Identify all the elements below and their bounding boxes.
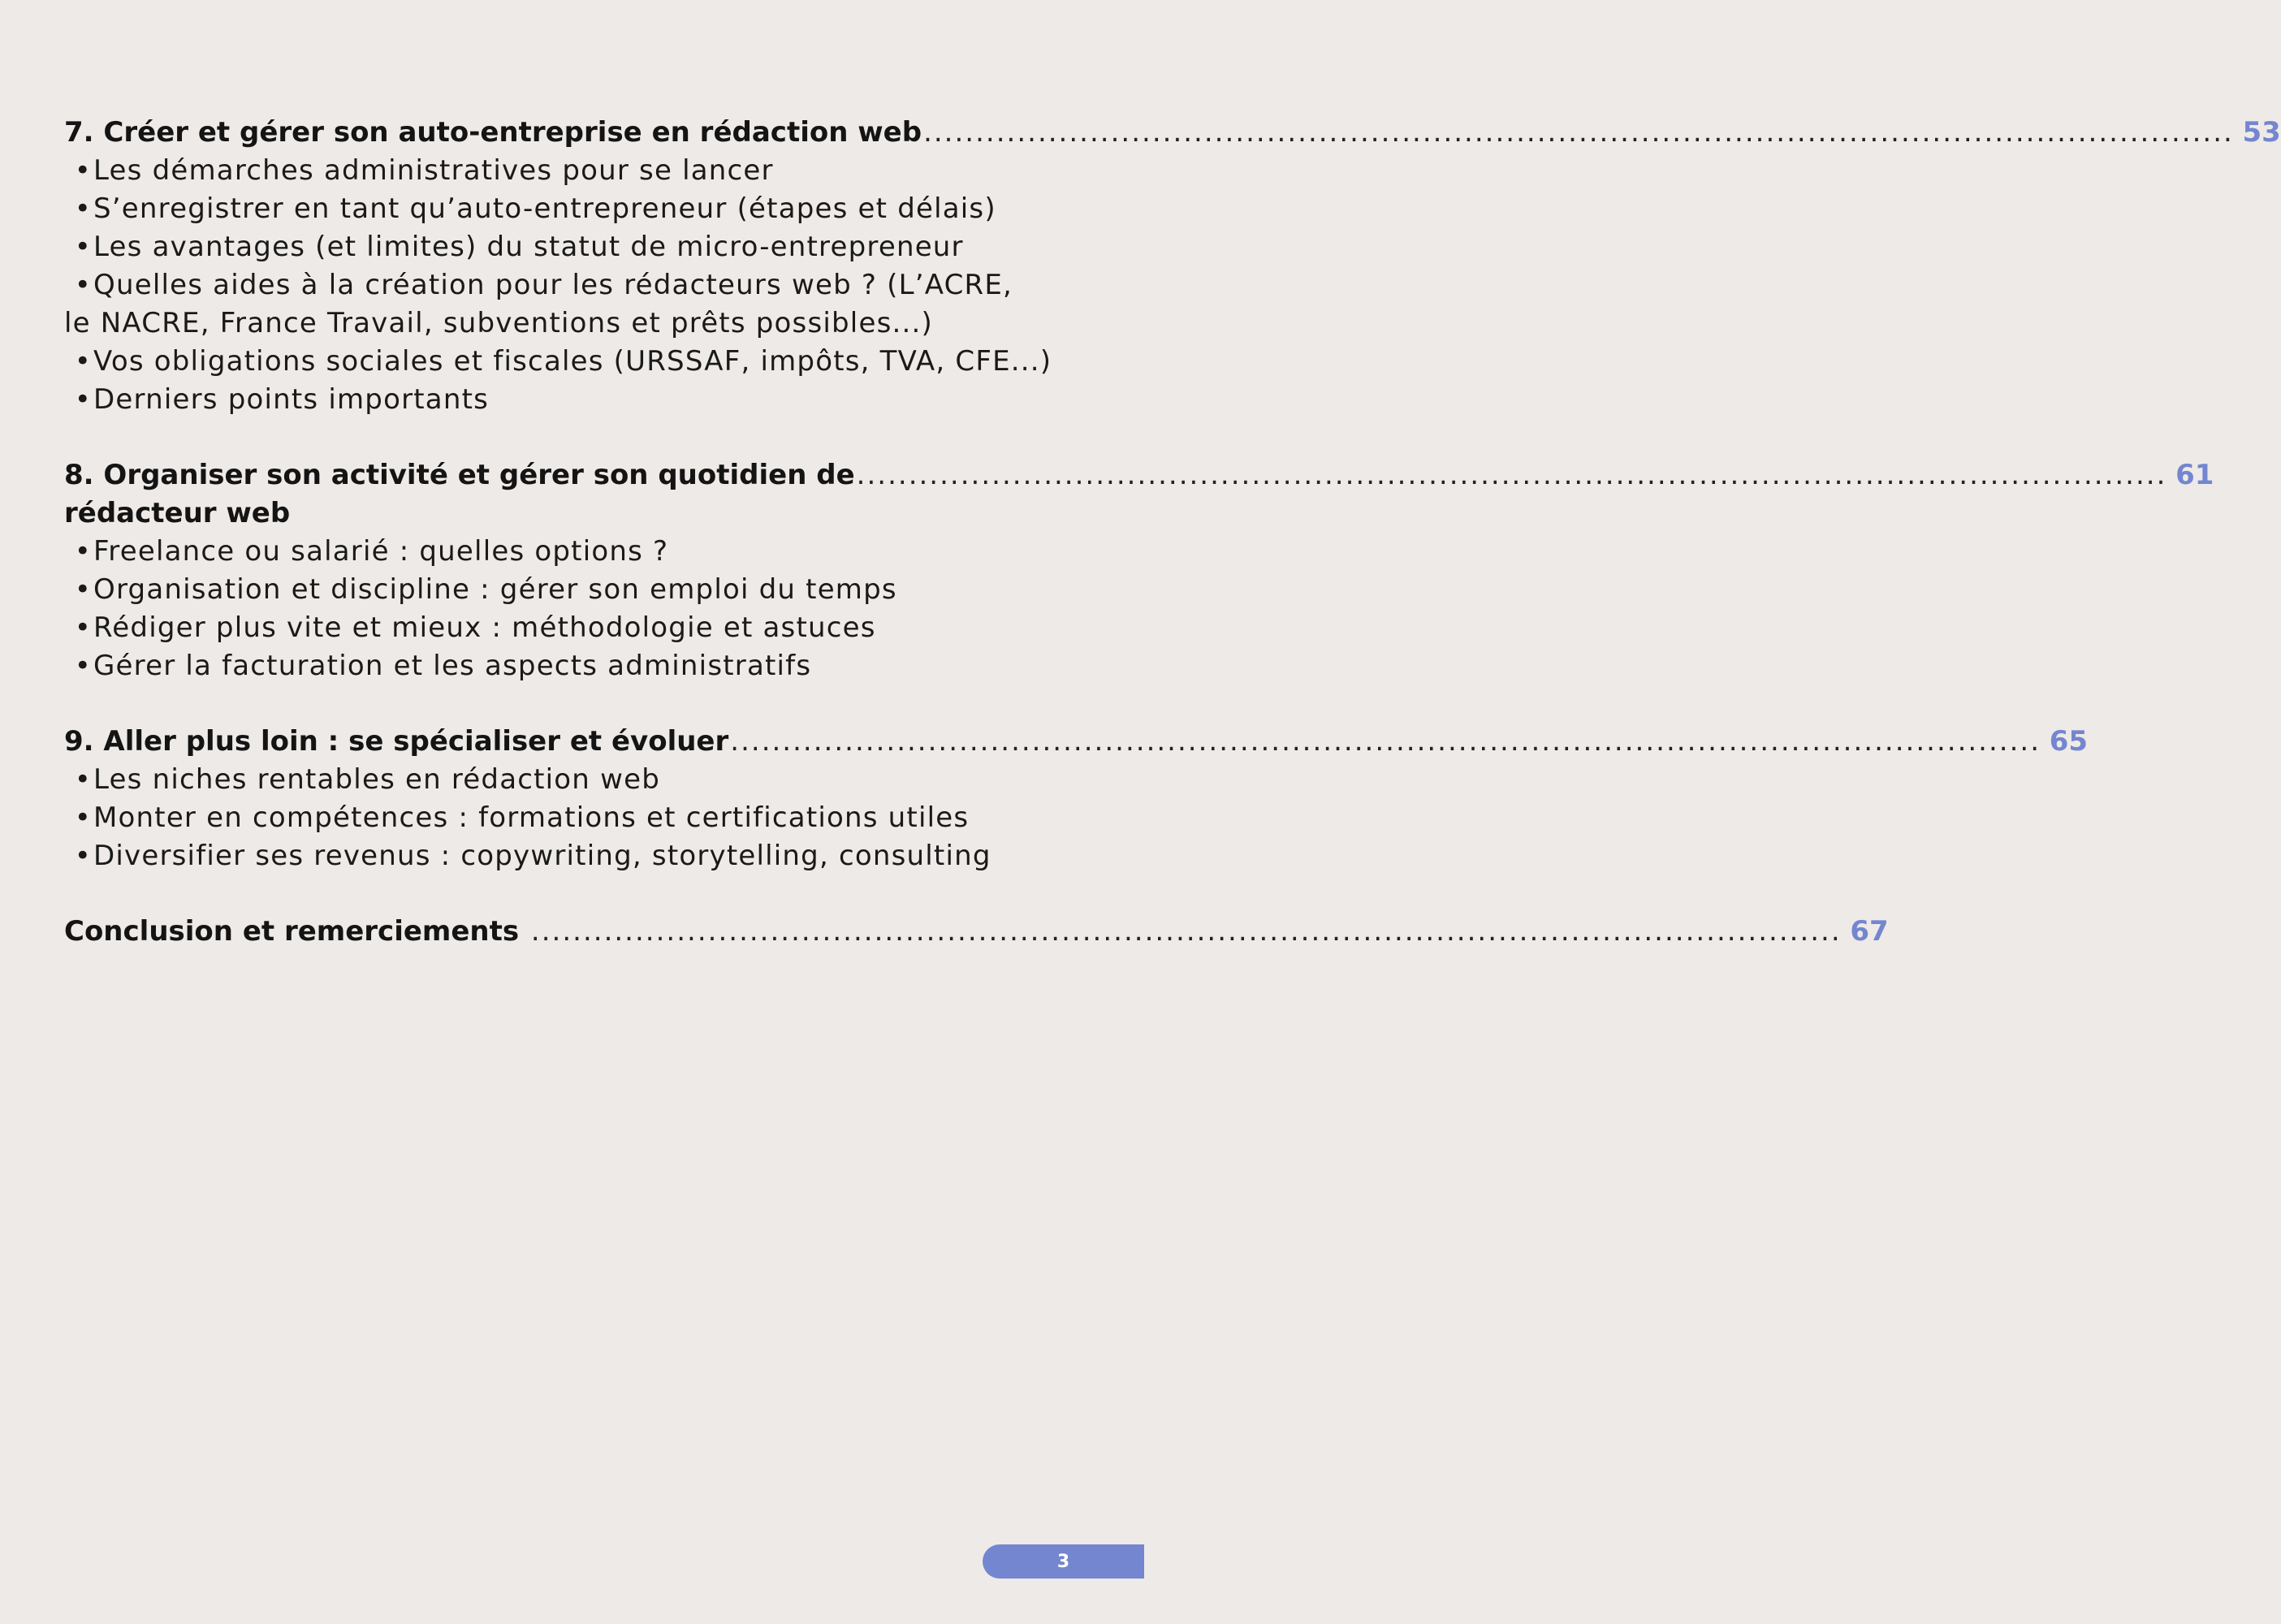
toc-item: •Derniers points importants: [74, 383, 490, 416]
toc-heading-title: 7. Créer et gérer son auto-entreprise en rédaction web: [64, 116, 922, 149]
leader-dots: ..............................................................................................................................: [856, 459, 2167, 491]
toc-item-continuation: le NACRE, France Travail, subventions et prêts possibles...): [64, 307, 933, 339]
toc-item: •Organisation et discipline : gérer son emploi du temps: [74, 573, 897, 606]
toc-page-number: 53: [2242, 116, 2281, 149]
toc-item: •Quelles aides à la création pour les rédacteurs web ? (L’ACRE,: [74, 269, 1013, 301]
toc-page-number: 67: [1850, 915, 1889, 948]
page-number: 3: [1056, 1551, 1070, 1572]
toc-heading-title: 8. Organiser son activité et gérer son quotidien de: [64, 459, 855, 491]
toc-heading[interactable]: [64, 456, 2214, 495]
toc-page-number: 65: [2049, 725, 2089, 758]
toc-item: •Vos obligations sociales et fiscales (URSSAF, impôts, TVA, CFE...): [74, 345, 1052, 378]
toc-section-9: [64, 723, 2089, 875]
toc-heading-title: 9. Aller plus loin : se spécialiser et évoluer: [64, 725, 729, 758]
toc-item: •S’enregistrer en tant qu’auto-entrepreneur (étapes et délais): [74, 192, 996, 225]
toc-item: •Diversifier ses revenus : copywriting, storytelling, consulting: [74, 840, 991, 872]
toc-item: •Freelance ou salarié : quelles options ?: [74, 535, 669, 568]
toc-heading-title: Conclusion et remerciements: [64, 915, 520, 948]
toc-item: •Monter en compétences : formations et certifications utiles: [74, 801, 970, 834]
leader-dots: ..............................................................................................................................: [521, 915, 1842, 948]
toc-heading[interactable]: [64, 913, 1889, 951]
toc-section-7: [64, 114, 2281, 419]
toc-item: •Les démarches administratives pour se lancer: [74, 154, 774, 187]
leader-dots: ..............................................................................................................................: [730, 725, 2041, 758]
toc-item: •Gérer la facturation et les aspects administratifs: [74, 650, 812, 682]
toc-heading[interactable]: [64, 723, 2089, 761]
leader-dots: ..............................................................................................................................: [923, 116, 2234, 149]
toc-heading[interactable]: [64, 114, 2281, 152]
toc-item: •Rédiger plus vite et mieux : méthodologie et astuces: [74, 611, 876, 644]
toc-section-8: [64, 456, 2214, 685]
toc-item: •Les niches rentables en rédaction web: [74, 763, 660, 796]
toc-page-number: 61: [2175, 459, 2214, 491]
toc-section-conclusion: [64, 913, 1889, 951]
page-number-tab: [983, 1544, 1144, 1579]
toc-heading-title-line2: rédacteur web: [64, 497, 291, 529]
toc-item: •Les avantages (et limites) du statut de micro-entrepreneur: [74, 231, 964, 263]
table-of-contents: [64, 114, 2281, 988]
